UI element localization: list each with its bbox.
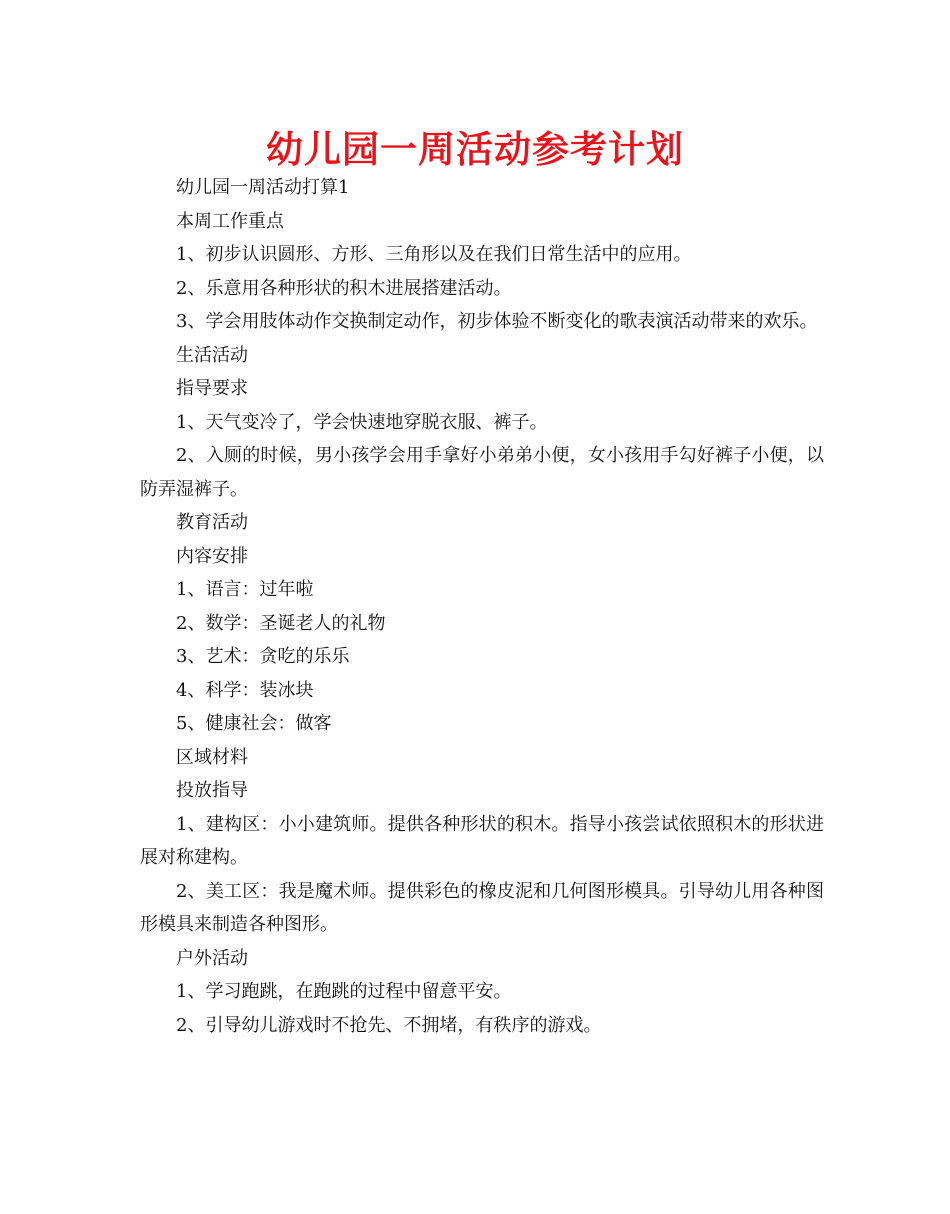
section-heading: 区域材料 — [176, 746, 248, 768]
document-title: 幼儿园一周活动参考计划 — [266, 128, 684, 171]
document-body — [140, 171, 824, 1042]
list-item: 2、乐意用各种形状的积木进展搭建活动。 — [176, 277, 512, 299]
list-item: 4、科学：装冰块 — [176, 679, 314, 701]
section-heading: 内容安排 — [176, 545, 248, 567]
paragraph: 幼儿园一周活动打算1 — [176, 177, 350, 198]
section-heading: 本周工作重点 — [176, 210, 284, 232]
list-item: 1、初步认识圆形、方形、三角形以及在我们日常生活中的应用。 — [176, 244, 692, 265]
section-heading: 户外活动 — [176, 947, 248, 969]
section-heading: 生活活动 — [176, 344, 248, 366]
list-item: 1、建构区：小小建筑师。提供各种形状的积木。指导小孩尝试依照积木的形状进展对称建构。 — [140, 813, 824, 868]
list-item: 3、学会用肢体动作交换制定动作，初步体验不断变化的歌表演活动带来的欢乐。 — [176, 311, 818, 332]
list-item: 5、健康社会：做客 — [176, 713, 332, 734]
list-item: 1、学习跑跳，在跑跳的过程中留意平安。 — [176, 981, 512, 1002]
section-heading: 投放指导 — [176, 780, 248, 801]
list-item: 2、引导幼儿游戏时不抢先、不拥堵，有秩序的游戏。 — [176, 1014, 602, 1036]
list-item: 2、美工区：我是魔术师。提供彩色的橡皮泥和几何图形模具。引导幼儿用各种图形模具来制造各种图形。 — [140, 880, 824, 935]
list-item: 3、艺术：贪吃的乐乐 — [176, 646, 350, 667]
list-item: 1、语言：过年啦 — [176, 579, 314, 600]
section-heading: 指导要求 — [176, 378, 248, 399]
list-item: 2、入厕的时候，男小孩学会用手拿好小弟弟小便，女小孩用手勾好裤子小便，以防弄湿裤子。 — [140, 445, 824, 500]
list-item: 2、数学：圣诞老人的礼物 — [176, 612, 386, 634]
list-item: 1、天气变冷了，学会快速地穿脱衣服、裤子。 — [176, 411, 548, 433]
section-heading: 教育活动 — [176, 512, 248, 533]
